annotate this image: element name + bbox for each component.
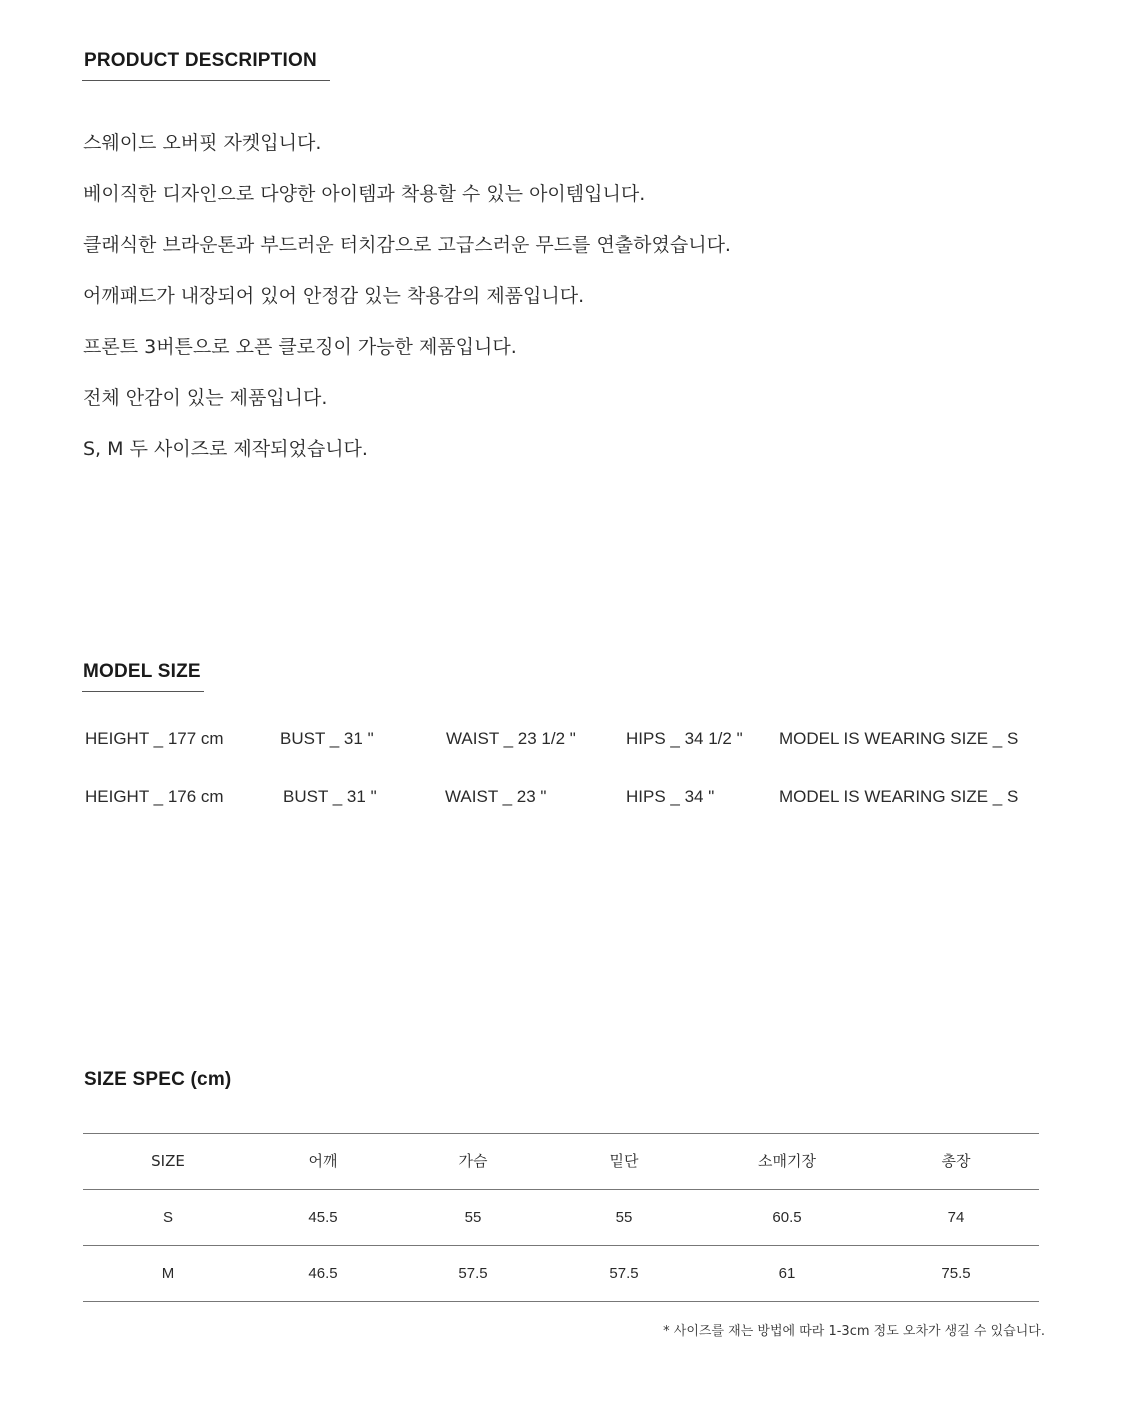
column-header-chest: 가슴 (458, 1152, 488, 1170)
table-cell: 55 (464, 1209, 482, 1226)
table-cell: 61 (778, 1265, 796, 1282)
size-spec-table (83, 1133, 1039, 1302)
model-size-underline (82, 691, 204, 692)
table-row (83, 1190, 1039, 1245)
table-cell: 57.5 (609, 1265, 639, 1282)
column-header-shoulder: 어깨 (308, 1152, 338, 1170)
product-description-underline (82, 80, 330, 81)
description-line: 어깨패드가 내장되어 있어 안정감 있는 착용감의 제품입니다. (83, 285, 585, 307)
model-bust: BUST _ 31 " (283, 787, 377, 806)
product-description-heading: PRODUCT DESCRIPTION (84, 50, 317, 71)
product-description-list (83, 118, 731, 475)
table-cell: 60.5 (772, 1209, 802, 1226)
model-waist: WAIST _ 23 " (445, 787, 547, 806)
table-rule (83, 1301, 1039, 1302)
column-header-size: SIZE (151, 1152, 185, 1170)
description-line: 스웨이드 오버핏 자켓입니다. (83, 132, 322, 154)
model-wearing-size: MODEL IS WEARING SIZE _ S (779, 787, 1019, 806)
table-cell: S (162, 1209, 173, 1226)
description-line: S, M 두 사이즈로 제작되었습니다. (83, 438, 368, 460)
model-height: HEIGHT _ 176 cm (85, 787, 224, 806)
model-hips: HIPS _ 34 1/2 " (626, 729, 743, 748)
model-waist: WAIST _ 23 1/2 " (446, 729, 576, 748)
description-line: 클래식한 브라운톤과 부드러운 터치감으로 고급스러운 무드를 연출하였습니다. (83, 234, 731, 256)
table-row (83, 1246, 1039, 1301)
column-header-sleeve-length: 소매기장 (758, 1152, 816, 1170)
model-height: HEIGHT _ 177 cm (85, 729, 224, 748)
table-cell: 75.5 (941, 1265, 971, 1282)
table-header-row (83, 1134, 1039, 1189)
description-line: 전체 안감이 있는 제품입니다. (83, 387, 328, 409)
table-cell: 45.5 (308, 1209, 338, 1226)
model-bust: BUST _ 31 " (280, 729, 374, 748)
model-size-row (0, 787, 1125, 811)
table-cell: 57.5 (458, 1265, 488, 1282)
size-spec-heading: SIZE SPEC (cm) (84, 1069, 232, 1090)
table-cell: 55 (615, 1209, 633, 1226)
size-footnote: * 사이즈를 재는 방법에 따라 1-3cm 정도 오차가 생길 수 있습니다. (663, 1324, 1045, 1339)
description-line: 베이직한 디자인으로 다양한 아이템과 착용할 수 있는 아이템입니다. (83, 183, 646, 205)
model-hips: HIPS _ 34 " (626, 787, 715, 806)
description-line: 프론트 3버튼으로 오픈 클로징이 가능한 제품입니다. (83, 336, 517, 358)
column-header-total-length: 총장 (941, 1152, 971, 1170)
table-cell: M (161, 1265, 175, 1282)
model-size-heading: MODEL SIZE (83, 661, 201, 682)
column-header-hem: 밑단 (609, 1152, 639, 1170)
model-size-row (0, 729, 1125, 753)
table-cell: 46.5 (308, 1265, 338, 1282)
model-wearing-size: MODEL IS WEARING SIZE _ S (779, 729, 1019, 748)
table-cell: 74 (947, 1209, 965, 1226)
